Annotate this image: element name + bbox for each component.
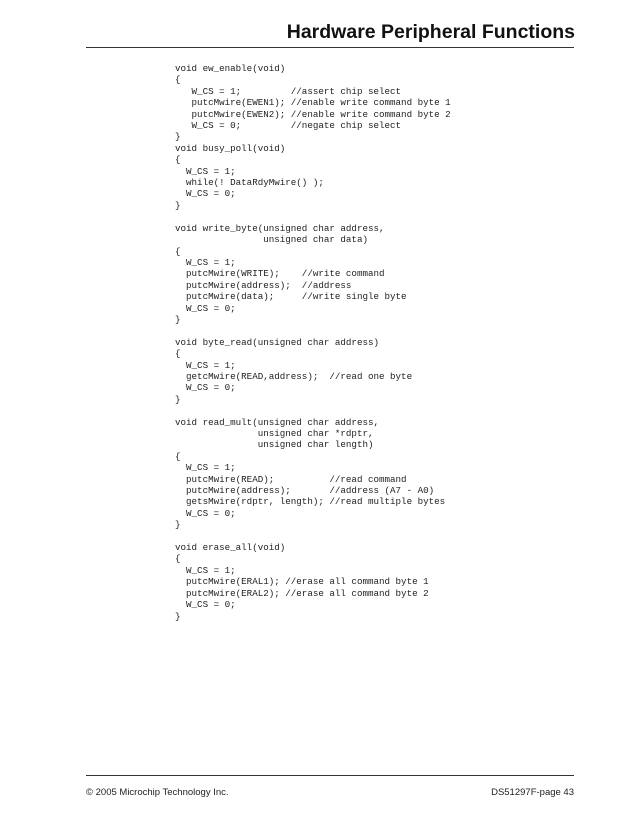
- code-line: unsigned char length): [175, 439, 374, 451]
- code-line: [175, 531, 451, 542]
- code-line: getcMwire(READ,address); //read one byte: [175, 370, 413, 382]
- code-line: [175, 325, 451, 336]
- code-line: }: [175, 313, 181, 325]
- code-line: void read_mult(unsigned char address,: [175, 416, 379, 428]
- code-line: W_CS = 1;: [175, 165, 236, 177]
- page-title: Hardware Peripheral Functions: [286, 21, 575, 43]
- code-line: putcMwire(address); //address (A7 - A0): [175, 485, 435, 497]
- code-line: void erase_all(void): [175, 542, 286, 554]
- code-line: putcMwire(WRITE); //write command: [175, 268, 385, 280]
- code-line: W_CS = 0;: [175, 599, 236, 611]
- code-line: }: [175, 519, 181, 531]
- code-line: {: [175, 450, 181, 462]
- code-line: putcMwire(ERAL2); //erase all command byte 2: [175, 587, 429, 599]
- code-line: }: [175, 199, 181, 211]
- code-line: }: [175, 610, 181, 622]
- header-divider: [86, 47, 574, 48]
- code-line: W_CS = 1; //assert chip select: [175, 85, 402, 97]
- code-line: putcMwire(EWEN2); //enable write command byte 2: [175, 108, 451, 120]
- code-line: W_CS = 0;: [175, 302, 236, 314]
- footer-divider: [86, 775, 574, 776]
- code-line: W_CS = 0;: [175, 382, 236, 394]
- code-line: W_CS = 0;: [175, 188, 236, 200]
- code-line: putcMwire(ERAL1); //erase all command byte 1: [175, 576, 429, 588]
- code-line: {: [175, 74, 181, 86]
- code-line: {: [175, 348, 181, 360]
- code-line: [175, 211, 451, 222]
- code-line: putcMwire(data); //write single byte: [175, 291, 407, 303]
- code-line: }: [175, 393, 181, 405]
- code-line: [175, 405, 451, 416]
- code-line: W_CS = 1;: [175, 256, 236, 268]
- code-line: getsMwire(rdptr, length); //read multiple bytes: [175, 496, 446, 508]
- code-line: void busy_poll(void): [175, 142, 286, 154]
- code-line: {: [175, 154, 181, 166]
- footer-page-number: DS51297F-page 43: [491, 787, 574, 798]
- code-line: {: [175, 245, 181, 257]
- code-line: putcMwire(READ); //read command: [175, 473, 407, 485]
- code-line: void byte_read(unsigned char address): [175, 336, 379, 348]
- code-line: W_CS = 1;: [175, 564, 236, 576]
- code-line: W_CS = 1;: [175, 359, 236, 371]
- code-line: W_CS = 1;: [175, 462, 236, 474]
- code-line: W_CS = 0;: [175, 507, 236, 519]
- code-listing: [175, 63, 451, 622]
- code-line: W_CS = 0; //negate chip select: [175, 120, 402, 132]
- code-line: while(! DataRdyMwire() );: [175, 177, 324, 189]
- code-line: unsigned char *rdptr,: [175, 428, 374, 439]
- code-line: {: [175, 553, 181, 565]
- footer-copyright: © 2005 Microchip Technology Inc.: [86, 787, 229, 798]
- code-line: putcMwire(EWEN1); //enable write command byte 1: [175, 97, 451, 109]
- code-line: }: [175, 131, 181, 143]
- code-line: putcMwire(address); //address: [175, 279, 352, 291]
- code-line: void write_byte(unsigned char address,: [175, 222, 385, 234]
- code-line: void ew_enable(void): [175, 63, 286, 74]
- code-line: unsigned char data): [175, 234, 368, 246]
